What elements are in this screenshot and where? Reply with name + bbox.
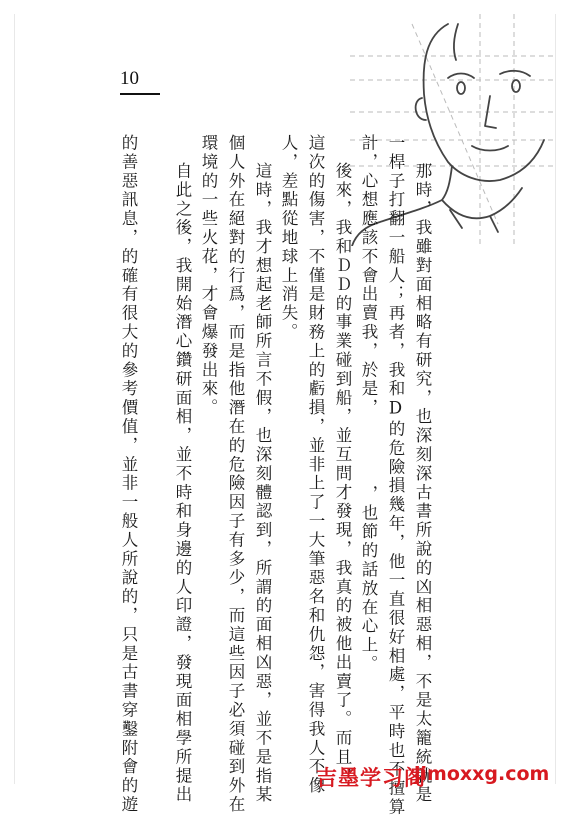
text-column-6: 人，差點從地球上消失。 bbox=[279, 134, 298, 342]
text-column-4: 後來，我和ＤＤ的事業碰到船，並互問才發現，我真的被他出賣了。而且， bbox=[333, 162, 352, 786]
text-column-7: 這時，我才想起老師所言不假，也深刻體認到，所謂的面相凶惡，並不是指某 bbox=[253, 162, 272, 805]
text-column-3: 計，心想應該不會出賣我，於是， ，也節的話放在心上。 bbox=[359, 134, 378, 674]
text-column-9: 環境的一些火花，才會爆發出來。 bbox=[199, 134, 218, 418]
page-number: 10 bbox=[120, 69, 160, 95]
text-column-1: 那時，我雖對面相略有研究，也深刻深古書所說的凶相惡相，不是太籠統就是 bbox=[413, 162, 432, 805]
watermark-url: jimoxxg.com bbox=[414, 763, 550, 785]
text-column-10: 自此之後，我開始潛心鑽研面相，並不時和身邊的人印證，發現面相學所提出 bbox=[173, 162, 192, 805]
text-column-5: 這次的傷害，不僅是財務上的虧損，並非上了一大筆惡名和仇怨，害得我人不像 bbox=[306, 134, 325, 796]
watermark-logo: 吉墨学习阁 bbox=[316, 766, 426, 790]
text-column-8: 個人外在絕對的行爲，而是指他潛在的危險因子有多少，而這些因子必須碰到外在 bbox=[226, 134, 245, 815]
text-column-11: 的善惡訊息，的確有很大的參考價值，並非一般人所說的，只是古書穿鑿附會的遊 bbox=[119, 134, 138, 815]
text-column-2: 一桿子打翻一船人；再者，我和D的危險損幾年，他一直很好相處，平時也不擅算 bbox=[386, 134, 405, 817]
